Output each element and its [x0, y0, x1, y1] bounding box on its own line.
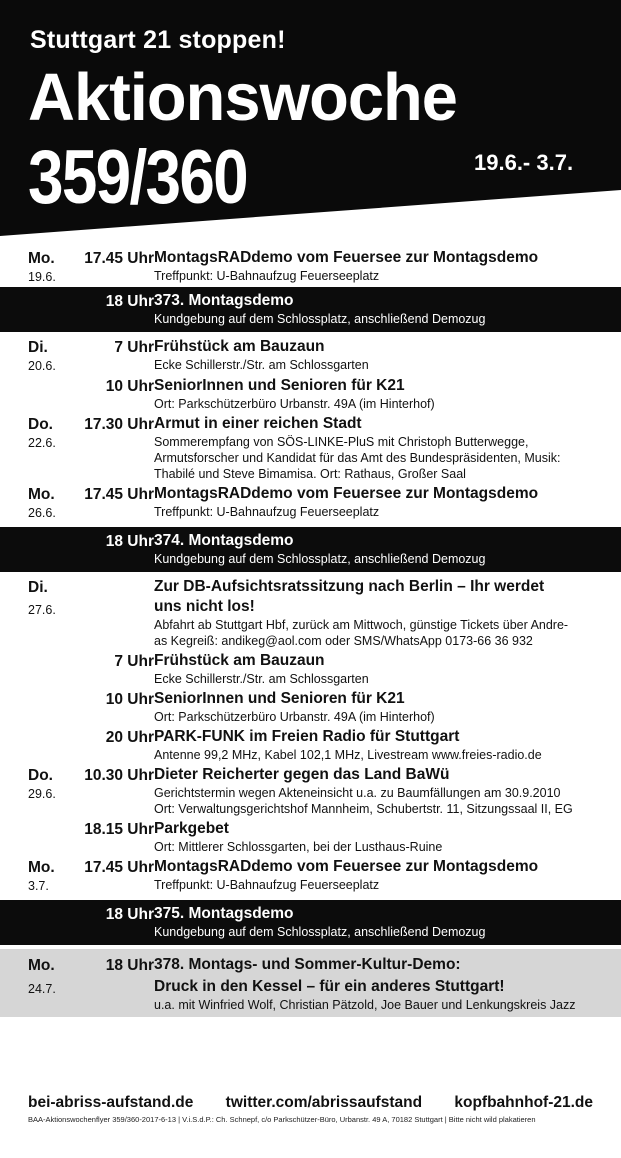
- event-title: Parkgebet: [154, 820, 229, 837]
- event-row: [0, 817, 621, 855]
- event-date: 26.6.: [28, 506, 56, 520]
- event-day: Mo.: [28, 859, 55, 876]
- event-title: PARK-FUNK im Freien Radio für Stuttgart: [154, 728, 460, 745]
- event-time: 20 Uhr: [105, 729, 154, 746]
- event-row: [0, 248, 621, 285]
- event-title: MontagsRADdemo vom Feuersee zur Montagsdemo: [154, 858, 539, 875]
- event-date: 19.6.: [28, 270, 56, 284]
- event-day: Do.: [28, 416, 53, 433]
- event-time: 10.30 Uhr: [84, 767, 154, 784]
- event-detail: u.a. mit Winfried Wolf, Christian Pätzold, Joe Bauer und Lenkungskreis Jazz: [154, 998, 576, 1012]
- event-time: 17.30 Uhr: [84, 416, 154, 433]
- event-detail: Kundgebung auf dem Schlossplatz, anschließend Demozug: [154, 552, 486, 566]
- event-detail: Armutsforscher und Kandidat für das Amt des Bundespräsidenten, Musik:: [154, 451, 561, 465]
- website-link[interactable]: bei-abriss-aufstand.de: [28, 1094, 194, 1111]
- date-range: 19.6.- 3.7.: [474, 150, 574, 175]
- event-row: [0, 482, 621, 521]
- event-title-line: Druck in den Kessel – für ein anderes Stuttgart!: [154, 978, 505, 995]
- event-row: [0, 725, 621, 763]
- event-title: MontagsRADdemo vom Feuersee zur Montagsdemo: [154, 485, 539, 502]
- event-title: 375. Montagsdemo: [154, 905, 294, 922]
- event-date: 27.6.: [28, 603, 56, 617]
- event-row: [0, 374, 621, 412]
- page-title: Aktionswoche: [28, 60, 457, 135]
- event-time: 18 Uhr: [105, 293, 154, 310]
- event-detail: Treffpunkt: U-Bahnaufzug Feuerseeplatz: [154, 269, 380, 283]
- event-detail: as Kegreiß: andikeg@aol.com oder SMS/WhatsApp 0173-66 36 932: [154, 634, 533, 648]
- event-day: Di.: [28, 579, 48, 596]
- event-row-highlight: [0, 527, 621, 572]
- event-day: Do.: [28, 767, 53, 784]
- event-detail: Ecke Schillerstr./Str. am Schlossgarten: [154, 672, 369, 686]
- event-time: 7 Uhr: [114, 653, 154, 670]
- event-row-highlight: [0, 900, 621, 945]
- footer: [0, 1092, 621, 1126]
- issue-number: 359/360: [28, 135, 248, 220]
- event-detail: Sommerempfang von SÖS-LINKE-PluS mit Christoph Butterwegge,: [154, 435, 529, 449]
- event-time: 18 Uhr: [105, 533, 154, 550]
- event-title: Frühstück am Bauzaun: [154, 338, 325, 355]
- event-day: Mo.: [28, 957, 55, 974]
- event-title: 373. Montagsdemo: [154, 292, 294, 309]
- event-detail: Antenne 99,2 MHz, Kabel 102,1 MHz, Livestream www.freies-radio.de: [154, 748, 542, 762]
- event-when: [28, 248, 154, 285]
- event-row: [0, 649, 621, 687]
- event-detail: Ort: Verwaltungsgerichtshof Mannheim, Schubertstr. 11, Sitzungssaal II, EG: [154, 802, 573, 816]
- event-detail: Gerichtstermin wegen Akteneinsicht u.a. zu Baumfällungen am 30.9.2010: [154, 786, 561, 800]
- event-row-highlight: [0, 287, 621, 332]
- event-detail: Ort: Parkschützerbüro Urbanstr. 49A (im Hinterhof): [154, 710, 435, 724]
- event-title: 374. Montagsdemo: [154, 532, 294, 549]
- event-time: 17.45 Uhr: [84, 859, 154, 876]
- event-detail: Abfahrt ab Stuttgart Hbf, zurück am Mittwoch, günstige Tickets über Andre-: [154, 618, 569, 632]
- kopfbahnhof-link[interactable]: kopfbahnhof-21.de: [454, 1094, 593, 1111]
- twitter-link[interactable]: twitter.com/abrissaufstand: [225, 1094, 423, 1111]
- event-detail: Treffpunkt: U-Bahnaufzug Feuerseeplatz: [154, 878, 380, 892]
- event-title: MontagsRADdemo vom Feuersee zur Montagsdemo: [154, 249, 539, 266]
- event-day: Di.: [28, 339, 48, 356]
- supertitle: Stuttgart 21 stoppen!: [30, 26, 286, 54]
- event-detail: Ort: Mittlerer Schlossgarten, bei der Lusthaus-Ruine: [154, 840, 443, 854]
- event-time: 10 Uhr: [105, 691, 154, 708]
- event-time: 7 Uhr: [114, 339, 154, 356]
- event-time: 18 Uhr: [105, 957, 154, 974]
- event-date: 22.6.: [28, 436, 56, 450]
- event-title: Frühstück am Bauzaun: [154, 652, 325, 669]
- event-day: Mo.: [28, 486, 55, 503]
- event-date: 3.7.: [28, 879, 49, 893]
- event-title: SeniorInnen und Senioren für K21: [154, 377, 405, 394]
- event-title-line: uns nicht los!: [154, 598, 255, 615]
- event-detail: Ecke Schillerstr./Str. am Schlossgarten: [154, 358, 369, 372]
- event-date: 24.7.: [28, 982, 56, 996]
- event-time: 10 Uhr: [105, 378, 154, 395]
- event-row-featured: [0, 949, 621, 1017]
- event-detail: Kundgebung auf dem Schlossplatz, anschließend Demozug: [154, 925, 486, 939]
- event-title: Dieter Reicherter gegen das Land BaWü: [154, 766, 450, 783]
- event-row: [0, 574, 621, 649]
- event-row: [0, 687, 621, 725]
- event-date: 20.6.: [28, 359, 56, 373]
- event-title-line: Zur DB-Aufsichtsratssitzung nach Berlin – Ihr werdet: [154, 578, 545, 595]
- event-title: Armut in einer reichen Stadt: [154, 415, 362, 432]
- event-row: [0, 855, 621, 894]
- imprint: BAA-Aktionswochenflyer 359/360-2017-6-13 | V.i.S.d.P.: Ch. Schnepf, c/o Parkschützer-Büro, Urbanstr. 49 A, 70182 Stuttgart | Bitte nicht wild plakatieren: [28, 1115, 536, 1124]
- header-banner: [0, 0, 621, 240]
- event-detail: Ort: Parkschützerbüro Urbanstr. 49A (im Hinterhof): [154, 397, 435, 411]
- event-title: SeniorInnen und Senioren für K21: [154, 690, 405, 707]
- footer-links: [28, 1092, 593, 1114]
- event-row: [0, 763, 621, 817]
- event-detail: Thabilé und Steve Bimamisa. Ort: Rathaus, Großer Saal: [154, 467, 466, 481]
- event-title: 378. Montags- und Sommer-Kultur-Demo:: [154, 956, 461, 973]
- event-row: [0, 334, 621, 374]
- event-time: 17.45 Uhr: [84, 250, 154, 267]
- event-date: 29.6.: [28, 787, 56, 801]
- event-detail: Kundgebung auf dem Schlossplatz, anschließend Demozug: [154, 312, 486, 326]
- event-day: Mo.: [28, 250, 55, 267]
- event-time: 18.15 Uhr: [84, 821, 154, 838]
- schedule: [0, 248, 621, 1017]
- event-detail: Treffpunkt: U-Bahnaufzug Feuerseeplatz: [154, 505, 380, 519]
- event-row: [0, 412, 621, 482]
- event-time: 18 Uhr: [105, 906, 154, 923]
- event-time: 17.45 Uhr: [84, 486, 154, 503]
